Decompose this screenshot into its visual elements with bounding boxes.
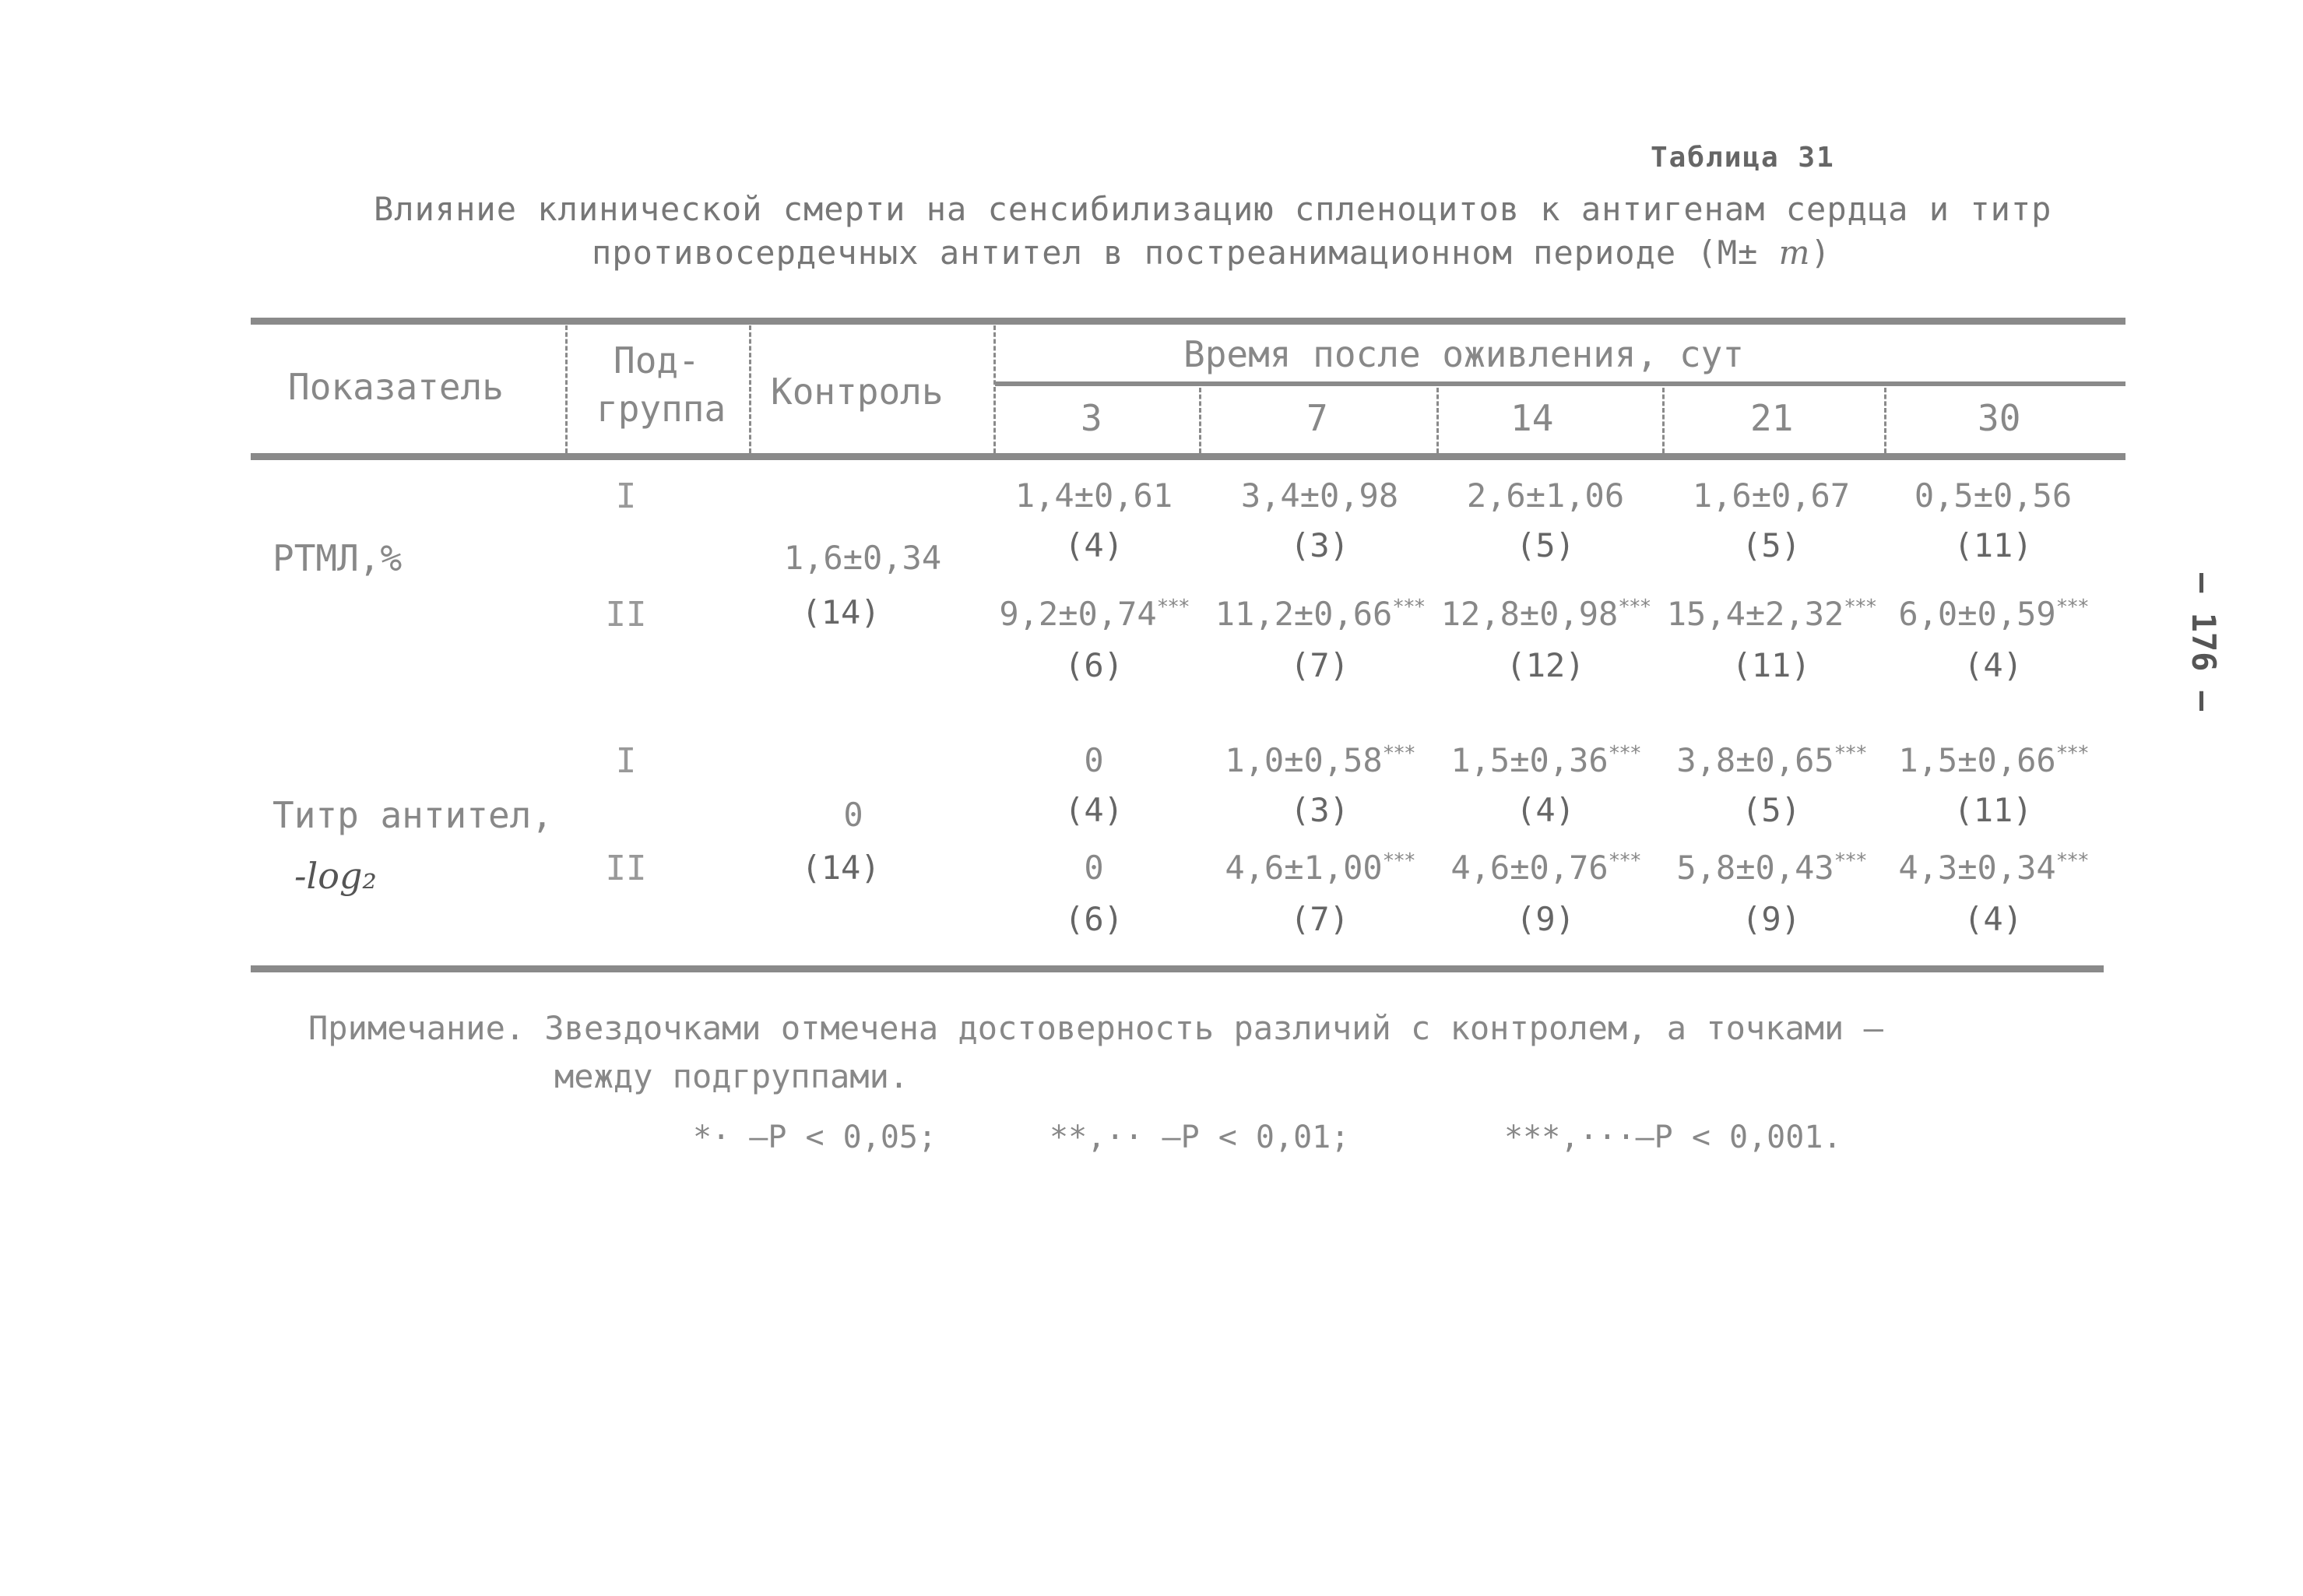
data-value: [1876, 476, 2110, 515]
header-indicator: Показатель: [288, 366, 504, 408]
data-value: [1203, 849, 1436, 887]
header-divider-3: [993, 325, 998, 453]
data-value-text: 3,4±0,98: [1240, 476, 1399, 515]
significance-2: **,·· –P < 0,01;: [1050, 1120, 1350, 1155]
page-number: – 176 –: [2185, 572, 2224, 712]
data-value: [1429, 595, 1662, 633]
significance-stars: ***: [1382, 849, 1415, 873]
data-value: [1203, 595, 1436, 633]
significance-stars: ***: [2055, 849, 2088, 873]
data-value-text: 4,6±1,00: [1225, 849, 1383, 887]
subgroup-name: II: [605, 849, 647, 888]
title-close: ): [1810, 234, 1831, 272]
data-value-text: 1,0±0,58: [1225, 741, 1383, 779]
data-n: (5): [1742, 526, 1801, 564]
significance-stars: ***: [1618, 596, 1651, 619]
header-day-7: 7: [1306, 397, 1328, 439]
data-n: (3): [1290, 526, 1349, 564]
data-value: [1876, 849, 2110, 887]
data-n: (12): [1506, 646, 1585, 684]
data-value: [977, 741, 1211, 779]
data-value: [1654, 741, 1888, 779]
significance-3: ***,···–P < 0,001.: [1504, 1120, 1842, 1155]
data-value-text: 11,2±0,66: [1215, 595, 1393, 633]
data-value-text: 3,8±0,65: [1676, 741, 1834, 779]
header-subgroup-line2: группа: [596, 388, 726, 430]
data-n: (5): [1516, 526, 1575, 564]
data-n: (4): [1064, 791, 1123, 829]
data-value-text: 1,6±0,67: [1692, 476, 1851, 515]
data-value-text: 2,6±1,06: [1466, 476, 1625, 515]
data-n: (5): [1742, 791, 1801, 829]
data-n: (4): [1964, 900, 2023, 938]
data-n: (9): [1516, 900, 1575, 938]
header-divider-1: [565, 325, 570, 453]
significance-stars: ***: [1608, 849, 1640, 873]
table-title-line2: [592, 234, 1831, 272]
table-title-line1: Влияние клинической смерти на сенсибилизацию спленоцитов к антигенам сердца и титр: [374, 190, 2052, 228]
control-value: 1,6±0,34: [783, 539, 942, 577]
data-value: [1876, 741, 2110, 779]
significance-stars: ***: [1834, 742, 1866, 765]
significance-stars: ***: [1844, 596, 1876, 619]
data-value-text: 1,5±0,36: [1450, 741, 1609, 779]
significance-stars: ***: [1156, 596, 1189, 619]
control-n: (14): [801, 593, 881, 631]
header-day-30: 30: [1978, 397, 2021, 439]
header-day-21: 21: [1750, 397, 1794, 439]
header-day-3: 3: [1081, 397, 1102, 439]
table-top-rule: [251, 318, 2125, 325]
significance-stars: ***: [1834, 849, 1866, 873]
time-header-rule: [995, 381, 2125, 386]
data-n: (4): [1516, 791, 1575, 829]
data-value-text: 0: [1084, 849, 1104, 887]
row-label-rtml: РТМЛ,%: [272, 537, 403, 579]
header-bottom-rule: [251, 453, 2125, 460]
data-n: (7): [1290, 900, 1349, 938]
data-value-text: 0,5±0,56: [1914, 476, 2073, 515]
data-n: (4): [1964, 646, 2023, 684]
data-value: [1203, 741, 1436, 779]
significance-stars: ***: [2055, 742, 2088, 765]
data-n: (4): [1064, 526, 1123, 564]
note-line2: между подгруппами.: [554, 1057, 909, 1095]
data-value: [1203, 476, 1436, 515]
data-value-text: 6,0±0,59: [1898, 595, 2056, 633]
title-line2-text: противосердечных антител в постреанимационном периоде (M: [592, 234, 1739, 272]
note-line1: Примечание. Звездочками отмечена достоверность различий с контролем, а точками –: [308, 1009, 1883, 1047]
data-value-text: 9,2±0,74: [999, 595, 1157, 633]
data-n: (7): [1290, 646, 1349, 684]
data-value: [1876, 595, 2110, 633]
data-value: [977, 476, 1211, 515]
day-divider-3: [1662, 388, 1667, 453]
data-value-text: 15,4±2,32: [1666, 595, 1844, 633]
day-divider-4: [1884, 388, 1889, 453]
data-value-text: 4,6±0,76: [1450, 849, 1609, 887]
data-n: (11): [1732, 646, 1811, 684]
title-pm: ±: [1738, 234, 1759, 272]
data-n: (11): [1953, 791, 2033, 829]
table-label: Таблица 31: [1651, 142, 1835, 174]
table-bottom-rule: [251, 965, 2104, 972]
control-value: 0: [843, 796, 863, 834]
data-n: (9): [1742, 900, 1801, 938]
title-m: m: [1778, 234, 1811, 272]
data-value-text: 0: [1084, 741, 1104, 779]
header-day-14: 14: [1510, 397, 1554, 439]
data-value-text: 5,8±0,43: [1676, 849, 1834, 887]
day-divider-2: [1436, 388, 1441, 453]
data-n: (11): [1953, 526, 2033, 564]
subgroup-name: I: [615, 476, 637, 516]
data-value: [977, 849, 1211, 887]
data-value: [1654, 476, 1888, 515]
header-control: Контроль: [771, 371, 944, 413]
row-label-log: -log₂: [294, 855, 377, 897]
subgroup-name: II: [605, 595, 647, 635]
data-value-text: 1,4±0,61: [1014, 476, 1173, 515]
data-value: [1429, 476, 1662, 515]
data-value: [977, 595, 1211, 633]
row-label-titer: Титр антител,: [272, 794, 554, 836]
significance-1: *· –P < 0,05;: [693, 1120, 937, 1155]
data-value: [1429, 849, 1662, 887]
data-n: (6): [1064, 646, 1123, 684]
data-value: [1654, 849, 1888, 887]
significance-stars: ***: [1608, 742, 1640, 765]
data-value-text: 4,3±0,34: [1898, 849, 2056, 887]
control-n: (14): [801, 849, 881, 887]
header-subgroup-line1: Под-: [614, 339, 700, 381]
data-value-text: 12,8±0,98: [1440, 595, 1619, 633]
significance-stars: ***: [2055, 596, 2088, 619]
data-value-text: 1,5±0,66: [1898, 741, 2056, 779]
data-n: (3): [1290, 791, 1349, 829]
header-divider-2: [749, 325, 754, 453]
data-n: (6): [1064, 900, 1123, 938]
data-value: [1429, 741, 1662, 779]
header-time: Время после оживления, сут: [1183, 333, 1745, 375]
significance-stars: ***: [1382, 742, 1415, 765]
day-divider-1: [1199, 388, 1204, 453]
subgroup-name: I: [615, 741, 637, 781]
data-value: [1654, 595, 1888, 633]
significance-stars: ***: [1392, 596, 1425, 619]
